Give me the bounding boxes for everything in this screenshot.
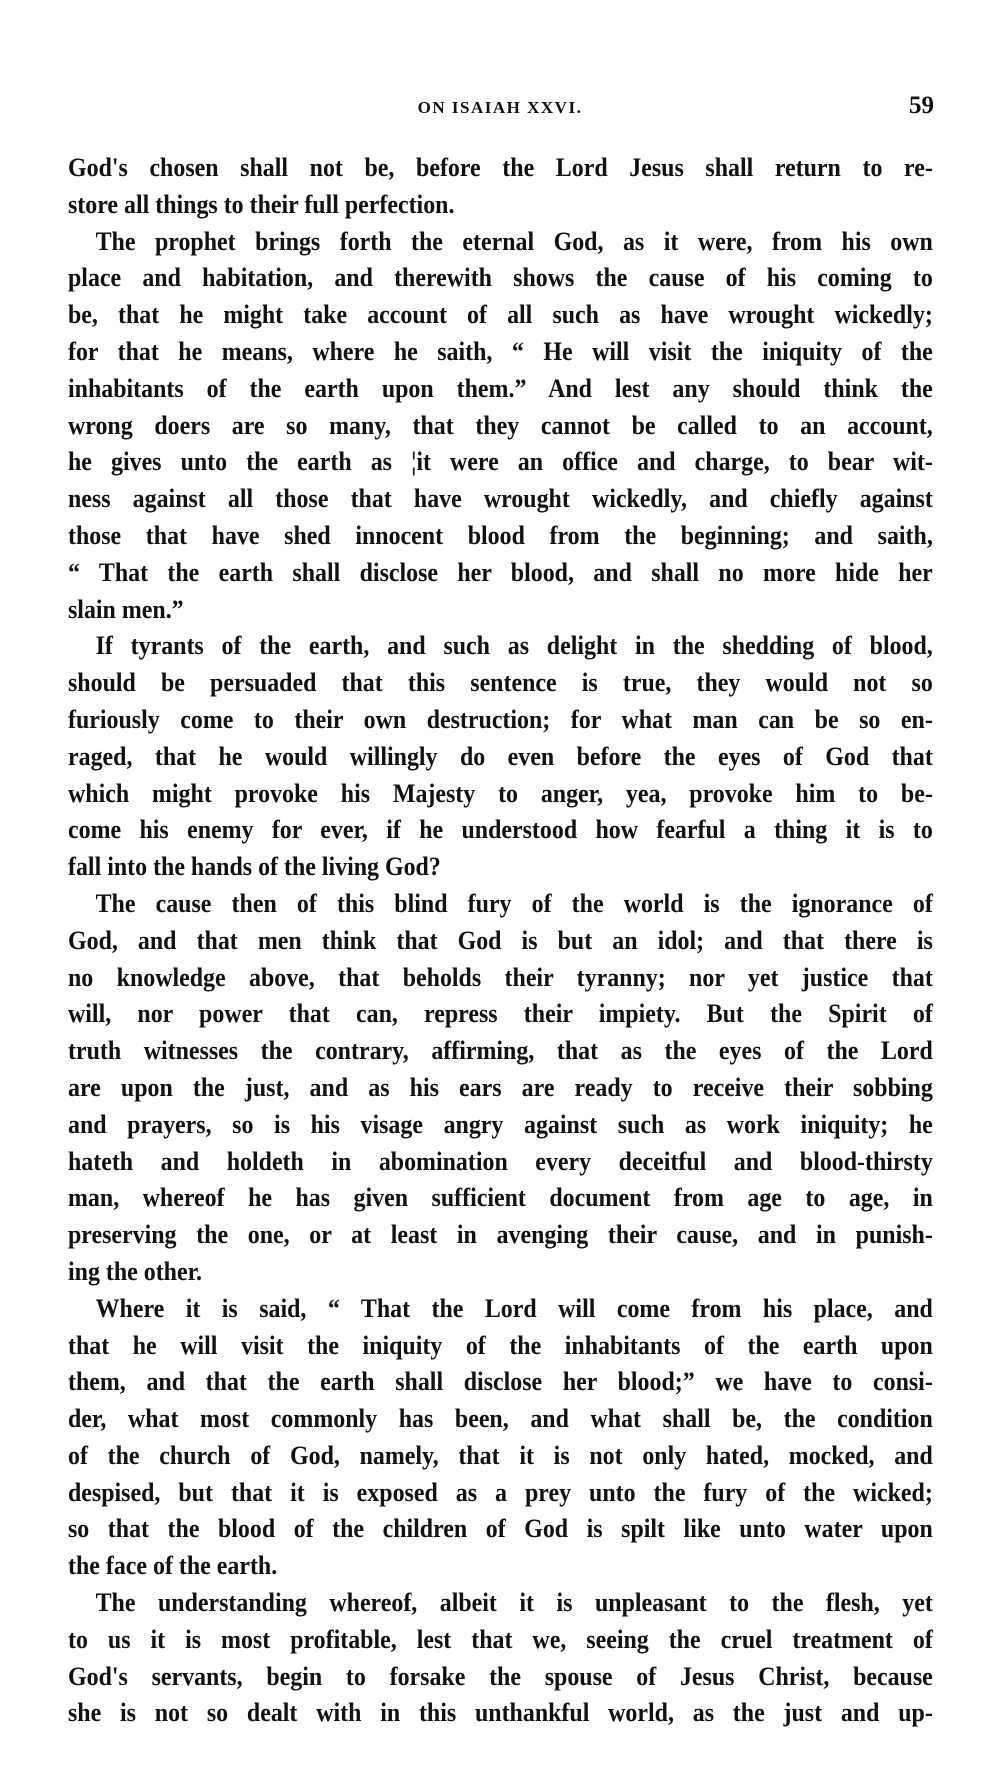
paragraph (68, 150, 933, 224)
text-line: he gives unto the earth as ¦it were an office and charge, to bear wit- (68, 447, 933, 477)
text-line: inhabitants of the earth upon them.” And lest any should think the (68, 373, 933, 403)
body-text (68, 150, 933, 1732)
text-line: man, whereof he has given sufficient document from age to age, in (68, 1183, 933, 1213)
text-line: If tyrants of the earth, and such as delight in the shedding of blood, (95, 631, 933, 661)
text-line: no knowledge above, that beholds their tyranny; nor yet justice that (68, 962, 933, 992)
text-line: hateth and holdeth in abomination every deceitful and blood-thirsty (68, 1146, 933, 1176)
text-line: so that the blood of the children of God is spilt like unto water upon (68, 1514, 933, 1544)
running-head: ON ISAIAH XXVI. (417, 98, 583, 117)
text-line: “ That the earth shall disclose her blood, and shall no more hide her (68, 557, 933, 587)
text-line: Where it is said, “ That the Lord will come from his place, and (95, 1293, 933, 1323)
text-line: be, that he might take account of all such as have wrought wickedly; (68, 300, 933, 330)
text-line: that he will visit the iniquity of the inhabitants of the earth upon (68, 1330, 933, 1360)
text-line: should be persuaded that this sentence is true, they would not so (68, 668, 933, 698)
text-line: are upon the just, and as his ears are ready to receive their sobbing (68, 1072, 933, 1102)
text-line: ness against all those that have wrought wickedly, and chiefly against (68, 484, 933, 514)
text-line: The understanding whereof, albeit it is unpleasant to the flesh, yet (95, 1588, 933, 1618)
text-line: and prayers, so is his visage angry against such as work iniquity; he (68, 1109, 933, 1139)
text-line: raged, that he would willingly do even before the eyes of God that (68, 741, 933, 771)
text-line: for that he means, where he saith, “ He will visit the iniquity of the (68, 336, 933, 366)
text-line: slain men.” (68, 594, 184, 624)
text-line: to us it is most profitable, lest that we, seeing the cruel treatment of (68, 1624, 933, 1654)
paragraph (68, 1291, 933, 1585)
paragraph (68, 886, 933, 1291)
text-line: truth witnesses the contrary, affirming, that as the eyes of the Lord (68, 1036, 933, 1066)
text-line: ing the other. (68, 1256, 203, 1286)
text-line: wrong doers are so many, that they cannot be called to an account, (68, 410, 933, 440)
text-line: which might provoke his Majesty to anger, yea, provoke him to be- (68, 778, 933, 808)
text-line: The prophet brings forth the eternal God, as it were, from his own (95, 226, 933, 256)
text-line: place and habitation, and therewith shows the cause of his coming to (68, 263, 933, 293)
text-line: der, what most commonly has been, and what shall be, the condition (68, 1404, 933, 1434)
text-line: fall into the hands of the living God? (68, 852, 441, 882)
text-line: The cause then of this blind fury of the world is the ignorance of (95, 888, 933, 918)
text-line: God's servants, begin to forsake the spouse of Jesus Christ, because (68, 1661, 933, 1691)
paragraph (68, 628, 933, 886)
text-line: God, and that men think that God is but an idol; and that there is (68, 925, 933, 955)
text-line: come his enemy for ever, if he understood how fearful a thing it is to (68, 815, 933, 845)
page-number: 59 (909, 92, 934, 119)
text-line: will, nor power that can, repress their impiety. But the Spirit of (68, 999, 933, 1029)
paragraph (68, 224, 933, 629)
text-line: despised, but that it is exposed as a prey unto the fury of the wicked; (68, 1477, 933, 1507)
text-line: them, and that the earth shall disclose her blood;” we have to consi- (68, 1367, 933, 1397)
text-line: furiously come to their own destruction; for what man can be so en- (68, 704, 933, 734)
text-line: she is not so dealt with in this unthankful world, as the just and up- (68, 1698, 933, 1728)
text-line: the face of the earth. (68, 1551, 278, 1581)
text-line: preserving the one, or at least in avenging their cause, and in punish- (68, 1220, 933, 1250)
paragraph (68, 1585, 933, 1732)
text-line: God's chosen shall not be, before the Lord Jesus shall return to re- (68, 153, 933, 182)
text-line: those that have shed innocent blood from the beginning; and saith, (68, 520, 933, 550)
text-line: of the church of God, namely, that it is not only hated, mocked, and (68, 1440, 933, 1470)
text-line: store all things to their full perfection. (68, 189, 455, 219)
